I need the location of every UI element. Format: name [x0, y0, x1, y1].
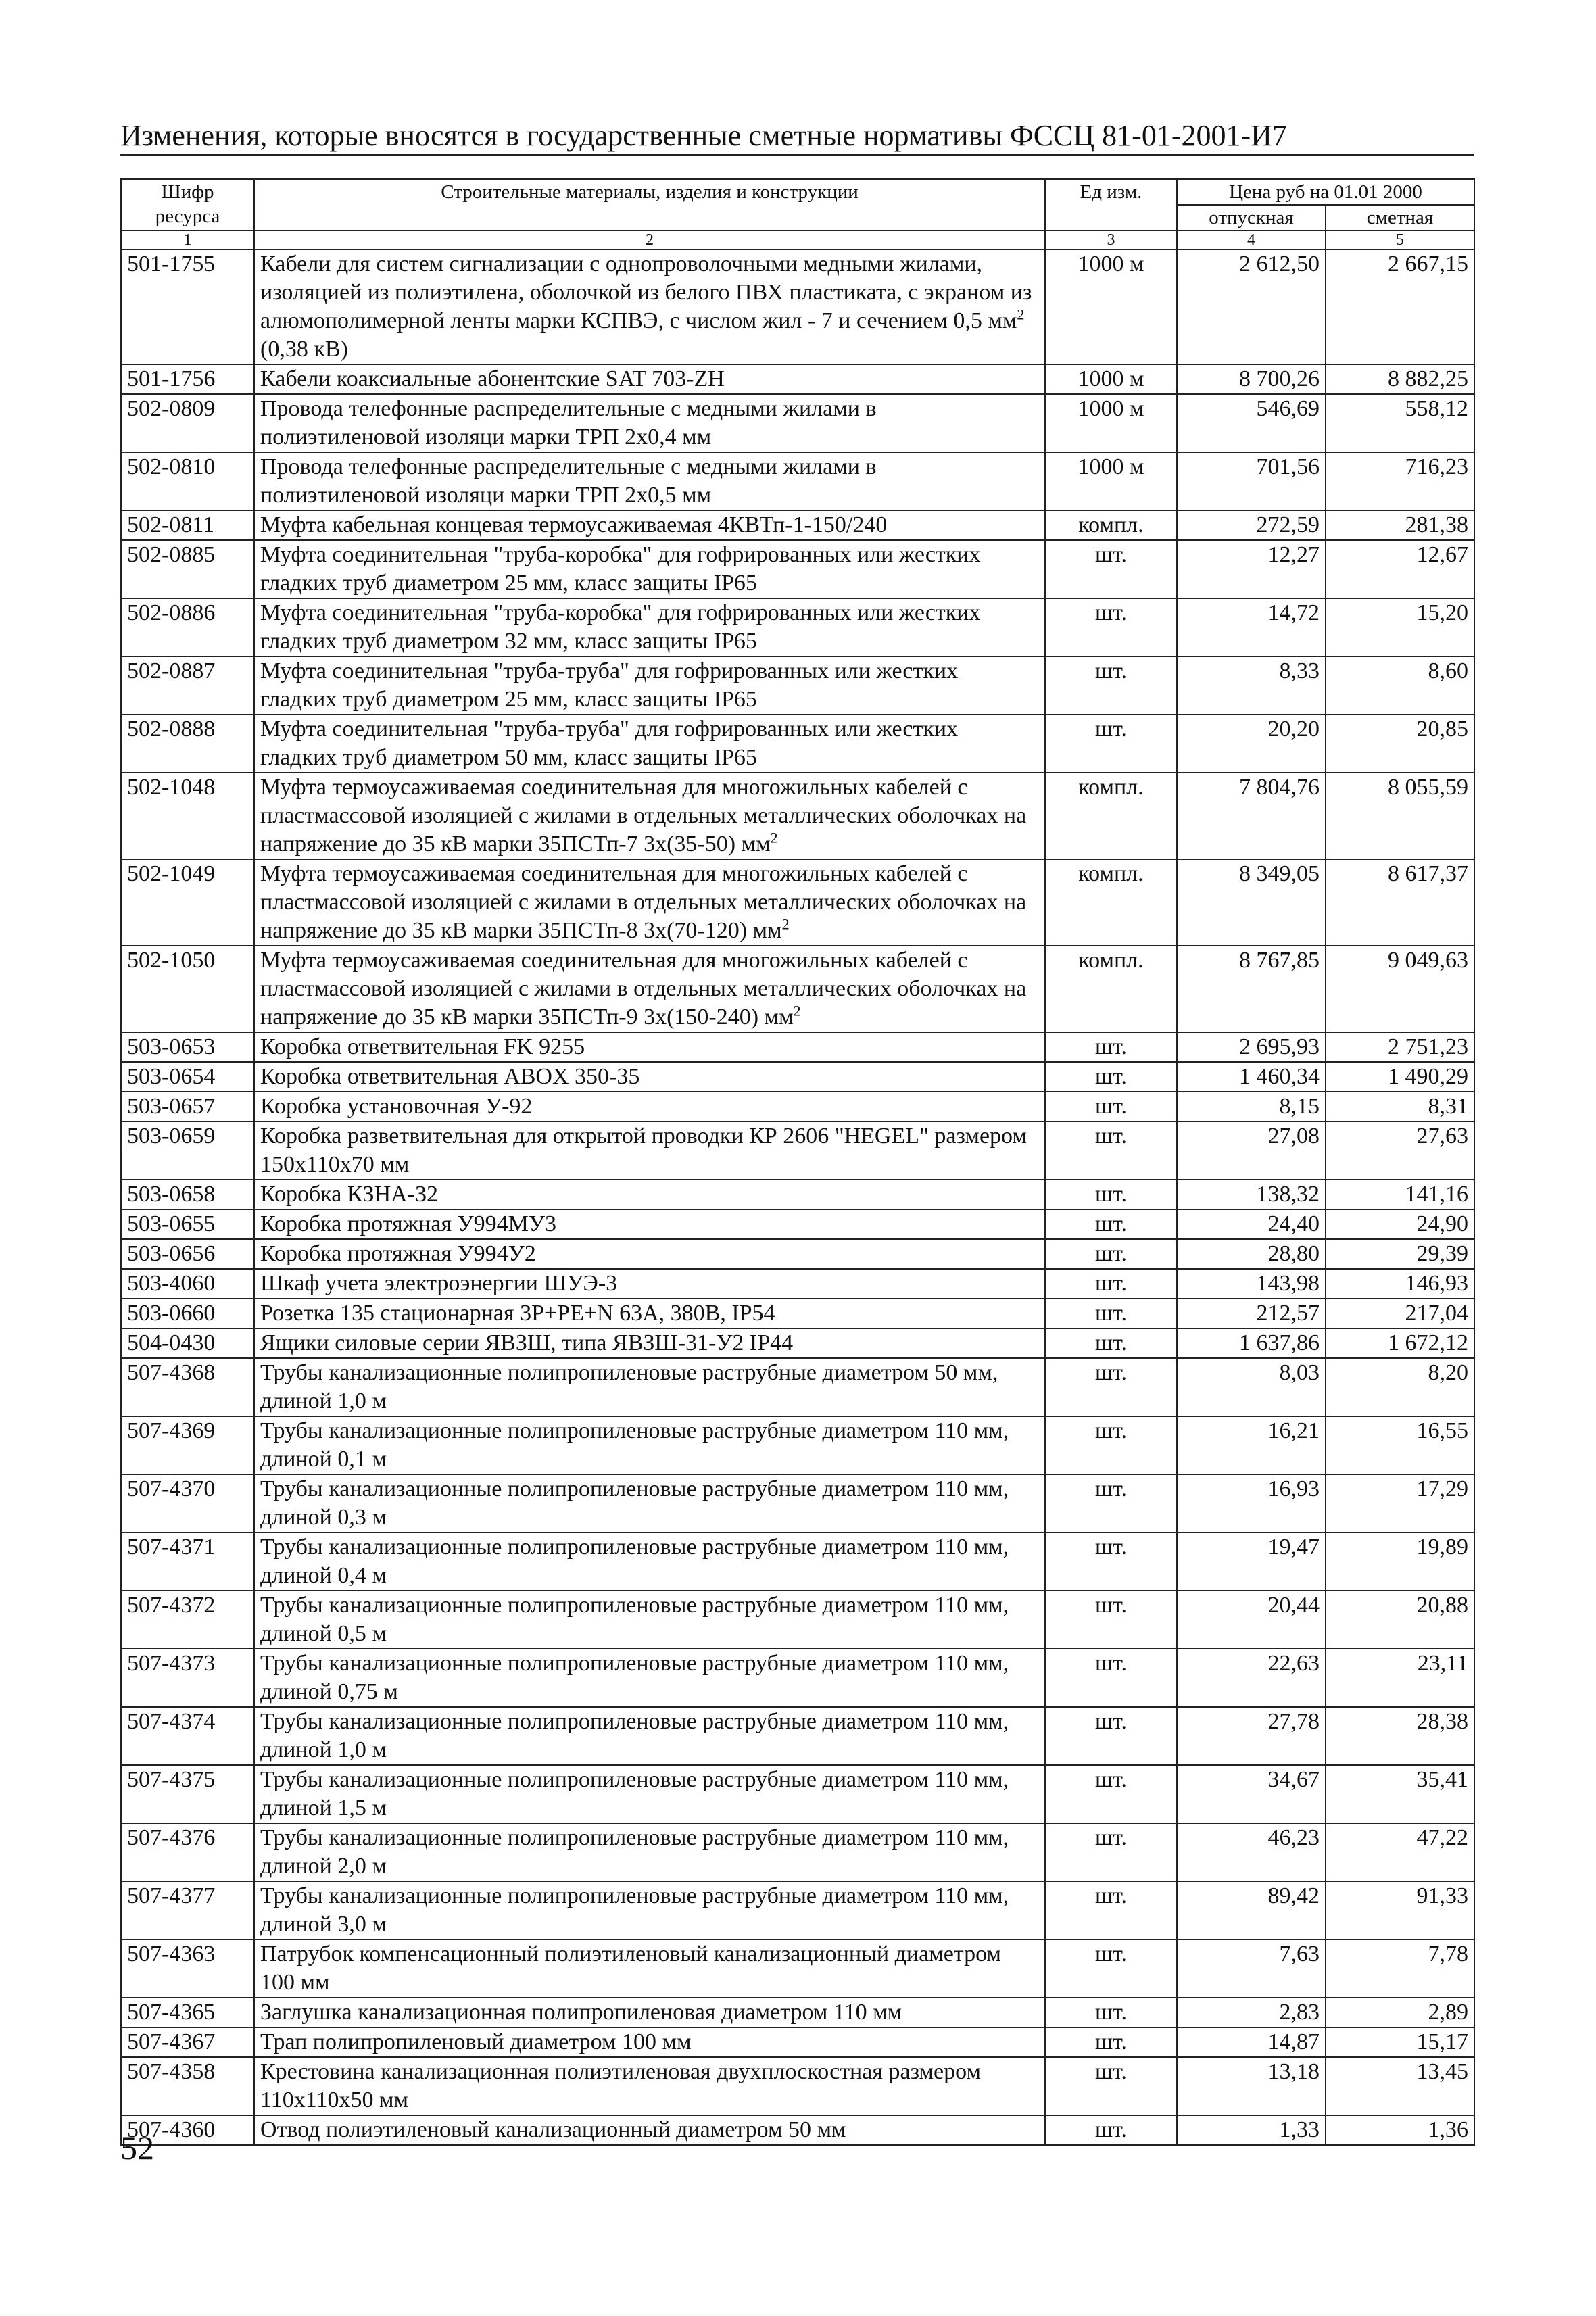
col-header-unit: Ед изм.	[1045, 179, 1177, 231]
material-name	[254, 859, 1045, 946]
estimate-price: 16,55	[1326, 1416, 1474, 1474]
column-number: 2	[254, 231, 1045, 249]
unit-of-measure: шт.	[1045, 540, 1177, 598]
release-price: 8,03	[1177, 1358, 1326, 1416]
resource-code: 503-4060	[121, 1269, 254, 1299]
unit-of-measure: шт.	[1045, 1092, 1177, 1121]
material-name	[254, 1591, 1045, 1649]
table-row	[121, 364, 1474, 394]
resource-code: 501-1756	[121, 364, 254, 394]
release-price: 13,18	[1177, 2057, 1326, 2115]
estimate-price: 8 055,59	[1326, 773, 1474, 859]
estimate-price: 217,04	[1326, 1299, 1474, 1328]
release-price: 20,44	[1177, 1591, 1326, 1649]
material-name-text: Трап полипропиленовый диаметром 100 мм	[260, 2029, 692, 2054]
material-name-text: Муфта термоусаживаемая соединительная для многожильных кабелей с пластмассовой изоляцией с жилами в отдельных металлических оболочках на напряжение до 35 кВ марки 35ПСТп-9 3х(150-240) мм	[260, 948, 1027, 1030]
material-name	[254, 1649, 1045, 1707]
resource-code: 507-4369	[121, 1416, 254, 1474]
col-header-code: Шифр ресурса	[121, 179, 254, 231]
resource-code: 503-0659	[121, 1121, 254, 1180]
material-name-text: Муфта термоусаживаемая соединительная для многожильных кабелей с пластмассовой изоляцией с жилами в отдельных металлических оболочках на напряжение до 35 кВ марки 35ПСТп-7 3х(35-50) мм	[260, 775, 1027, 857]
table-row	[121, 1649, 1474, 1707]
table-row	[121, 1765, 1474, 1823]
unit-of-measure: шт.	[1045, 1209, 1177, 1239]
estimate-price: 29,39	[1326, 1239, 1474, 1269]
unit-of-measure: шт.	[1045, 1939, 1177, 1998]
resource-code: 507-4377	[121, 1881, 254, 1939]
table-row	[121, 1121, 1474, 1180]
material-name	[254, 2115, 1045, 2145]
release-price: 8,15	[1177, 1092, 1326, 1121]
table-row	[121, 540, 1474, 598]
material-name	[254, 1416, 1045, 1474]
unit-of-measure: шт.	[1045, 1533, 1177, 1591]
material-name	[254, 1474, 1045, 1533]
table-row	[121, 1062, 1474, 1092]
material-name	[254, 1939, 1045, 1998]
estimate-price: 17,29	[1326, 1474, 1474, 1533]
unit-of-measure: шт.	[1045, 1032, 1177, 1062]
resource-code: 507-4370	[121, 1474, 254, 1533]
release-price: 1 460,34	[1177, 1062, 1326, 1092]
table-row	[121, 1591, 1474, 1649]
material-name	[254, 1299, 1045, 1328]
resource-code: 507-4363	[121, 1939, 254, 1998]
table-row	[121, 946, 1474, 1032]
unit-of-measure: 1000 м	[1045, 394, 1177, 452]
resource-code: 507-4375	[121, 1765, 254, 1823]
release-price: 546,69	[1177, 394, 1326, 452]
resource-code: 502-1050	[121, 946, 254, 1032]
material-name-text: Коробка КЗНА-32	[260, 1182, 439, 1207]
material-name	[254, 1269, 1045, 1299]
material-name	[254, 1032, 1045, 1062]
column-number-row	[121, 231, 1474, 249]
material-name-text: Ящики силовые серии ЯВЗШ, типа ЯВЗШ-31-У2 IP44	[260, 1330, 794, 1355]
material-name-text: Коробка установочная У-92	[260, 1094, 533, 1119]
table-row	[121, 2057, 1474, 2115]
material-name-text: Коробка ответвительная FK 9255	[260, 1034, 585, 1059]
release-price: 138,32	[1177, 1180, 1326, 1209]
unit-of-measure: шт.	[1045, 1358, 1177, 1416]
material-name-text: Трубы канализационные полипропиленовые раструбные диаметром 110 мм, длиной 2,0 м	[260, 1825, 1009, 1879]
table-row	[121, 859, 1474, 946]
unit-of-measure: шт.	[1045, 1998, 1177, 2027]
material-name	[254, 2057, 1045, 2115]
release-price: 24,40	[1177, 1209, 1326, 1239]
column-number: 3	[1045, 231, 1177, 249]
material-name	[254, 452, 1045, 510]
unit-of-measure: шт.	[1045, 1474, 1177, 1533]
column-number: 4	[1177, 231, 1326, 249]
material-name-text: Муфта кабельная концевая термоусаживаемая 4КВТп-1-150/240	[260, 512, 888, 537]
table-row	[121, 1474, 1474, 1533]
title-underline	[120, 154, 1474, 156]
material-name	[254, 1358, 1045, 1416]
unit-of-measure: шт.	[1045, 2027, 1177, 2057]
release-price: 8 700,26	[1177, 364, 1326, 394]
resource-code: 507-4376	[121, 1823, 254, 1881]
resource-code: 503-0657	[121, 1092, 254, 1121]
table-row	[121, 1707, 1474, 1765]
material-name	[254, 1239, 1045, 1269]
unit-of-measure: шт.	[1045, 656, 1177, 715]
material-name	[254, 598, 1045, 656]
page-number: 52	[120, 2129, 154, 2167]
col-header-price: Цена руб на 01.01 2000	[1177, 179, 1474, 205]
table-body	[121, 249, 1474, 2145]
table-row	[121, 773, 1474, 859]
table-row	[121, 2027, 1474, 2057]
estimate-price: 7,78	[1326, 1939, 1474, 1998]
document-title: Изменения, которые вносятся в государственные сметные нормативы ФССЦ 81-01-2001-И7	[120, 119, 1287, 152]
material-name	[254, 1707, 1045, 1765]
col-header-release-price: отпускная	[1177, 205, 1326, 231]
estimate-price: 15,17	[1326, 2027, 1474, 2057]
material-name-text: Трубы канализационные полипропиленовые раструбные диаметром 110 мм, длиной 0,5 м	[260, 1593, 1009, 1646]
resource-code: 507-4371	[121, 1533, 254, 1591]
table-row	[121, 1881, 1474, 1939]
material-name	[254, 1533, 1045, 1591]
unit-of-measure: шт.	[1045, 715, 1177, 773]
estimate-price: 2,89	[1326, 1998, 1474, 2027]
resource-code: 503-0654	[121, 1062, 254, 1092]
table-row	[121, 452, 1474, 510]
unit-of-measure: шт.	[1045, 1269, 1177, 1299]
unit-of-measure: шт.	[1045, 1180, 1177, 1209]
resource-code: 504-0430	[121, 1328, 254, 1358]
resource-code: 502-0809	[121, 394, 254, 452]
material-name-text: Муфта термоусаживаемая соединительная для многожильных кабелей с пластмассовой изоляцией с жилами в отдельных металлических оболочках на напряжение до 35 кВ марки 35ПСТп-8 3х(70-120) мм	[260, 861, 1027, 943]
resource-code: 502-0888	[121, 715, 254, 773]
material-name-text: Муфта соединительная "труба-труба" для гофрированных или жестких гладких труб диаметром 25 мм, класс защиты IP65	[260, 658, 959, 712]
material-name	[254, 656, 1045, 715]
release-price: 14,87	[1177, 2027, 1326, 2057]
material-name	[254, 2027, 1045, 2057]
material-name	[254, 773, 1045, 859]
resource-code: 507-4372	[121, 1591, 254, 1649]
resource-code: 502-0885	[121, 540, 254, 598]
unit-superscript: 2	[793, 1002, 801, 1019]
release-price: 89,42	[1177, 1881, 1326, 1939]
release-price: 2 695,93	[1177, 1032, 1326, 1062]
material-name	[254, 1209, 1045, 1239]
resource-code: 507-4368	[121, 1358, 254, 1416]
resource-code: 503-0655	[121, 1209, 254, 1239]
material-name-text: Коробка ответвительная ABOX 350-35	[260, 1064, 640, 1089]
release-price: 2,83	[1177, 1998, 1326, 2027]
resource-code: 502-0886	[121, 598, 254, 656]
material-name-text: Заглушка канализационная полипропиленовая диаметром 110 мм	[260, 2000, 902, 2025]
resource-code: 503-0658	[121, 1180, 254, 1209]
estimate-price: 28,38	[1326, 1707, 1474, 1765]
table-row	[121, 1533, 1474, 1591]
unit-of-measure: шт.	[1045, 1823, 1177, 1881]
estimate-price: 9 049,63	[1326, 946, 1474, 1032]
release-price: 34,67	[1177, 1765, 1326, 1823]
table-row	[121, 1239, 1474, 1269]
resource-price-table	[120, 178, 1475, 2146]
material-name	[254, 715, 1045, 773]
estimate-price: 716,23	[1326, 452, 1474, 510]
unit-superscript: 2	[770, 829, 778, 846]
unit-of-measure: компл.	[1045, 773, 1177, 859]
table-row	[121, 1032, 1474, 1062]
unit-of-measure: шт.	[1045, 1765, 1177, 1823]
column-number: 1	[121, 231, 254, 249]
release-price: 28,80	[1177, 1239, 1326, 1269]
estimate-price: 15,20	[1326, 598, 1474, 656]
unit-of-measure: шт.	[1045, 1416, 1177, 1474]
resource-code: 502-0811	[121, 510, 254, 540]
release-price: 7 804,76	[1177, 773, 1326, 859]
release-price: 27,78	[1177, 1707, 1326, 1765]
resource-code: 502-1049	[121, 859, 254, 946]
estimate-price: 27,63	[1326, 1121, 1474, 1180]
resource-code: 502-0810	[121, 452, 254, 510]
release-price: 46,23	[1177, 1823, 1326, 1881]
material-name-text: Шкаф учета электроэнергии ШУЭ-3	[260, 1271, 618, 1296]
release-price: 16,21	[1177, 1416, 1326, 1474]
unit-of-measure: шт.	[1045, 1328, 1177, 1358]
release-price: 1,33	[1177, 2115, 1326, 2145]
release-price: 143,98	[1177, 1269, 1326, 1299]
table-row	[121, 1939, 1474, 1998]
table-row	[121, 2115, 1474, 2145]
material-name-text: Коробка протяжная У994У2	[260, 1241, 536, 1266]
estimate-price: 146,93	[1326, 1269, 1474, 1299]
table-row	[121, 1416, 1474, 1474]
material-name-suffix: (0,38 кВ)	[260, 337, 348, 362]
table-row	[121, 1823, 1474, 1881]
unit-of-measure: шт.	[1045, 1299, 1177, 1328]
release-price: 8 767,85	[1177, 946, 1326, 1032]
unit-of-measure: шт.	[1045, 1239, 1177, 1269]
estimate-price: 1,36	[1326, 2115, 1474, 2145]
estimate-price: 8,20	[1326, 1358, 1474, 1416]
release-price: 12,27	[1177, 540, 1326, 598]
estimate-price: 8 882,25	[1326, 364, 1474, 394]
material-name-text: Коробка разветвительная для открытой проводки КР 2606 "HEGEL" размером 150х110х70 мм	[260, 1124, 1027, 1177]
release-price: 212,57	[1177, 1299, 1326, 1328]
resource-code: 507-4358	[121, 2057, 254, 2115]
resource-code: 501-1755	[121, 249, 254, 364]
table-row	[121, 1092, 1474, 1121]
release-price: 272,59	[1177, 510, 1326, 540]
material-name-text: Патрубок компенсационный полиэтиленовый канализационный диаметром 100 мм	[260, 1941, 1001, 1995]
material-name	[254, 1328, 1045, 1358]
table-row	[121, 598, 1474, 656]
material-name-text: Отвод полиэтиленовый канализационный диаметром 50 мм	[260, 2117, 846, 2142]
table-row	[121, 249, 1474, 364]
estimate-price: 2 751,23	[1326, 1032, 1474, 1062]
release-price: 701,56	[1177, 452, 1326, 510]
release-price: 2 612,50	[1177, 249, 1326, 364]
material-name-text: Провода телефонные распределительные с медными жилами в полиэтиленовой изоляци марки ТРП 2х0,5 мм	[260, 454, 877, 508]
table-row	[121, 394, 1474, 452]
estimate-price: 1 672,12	[1326, 1328, 1474, 1358]
resource-code: 503-0653	[121, 1032, 254, 1062]
estimate-price: 12,67	[1326, 540, 1474, 598]
estimate-price: 8 617,37	[1326, 859, 1474, 946]
resource-code: 502-1048	[121, 773, 254, 859]
material-name-text: Трубы канализационные полипропиленовые раструбные диаметром 110 мм, длиной 1,0 м	[260, 1709, 1009, 1762]
estimate-price: 35,41	[1326, 1765, 1474, 1823]
estimate-price: 24,90	[1326, 1209, 1474, 1239]
unit-of-measure: шт.	[1045, 2057, 1177, 2115]
unit-of-measure: шт.	[1045, 1591, 1177, 1649]
material-name-text: Трубы канализационные полипропиленовые раструбные диаметром 110 мм, длиной 0,75 м	[260, 1651, 1009, 1704]
unit-superscript: 2	[1017, 306, 1025, 323]
material-name	[254, 1823, 1045, 1881]
resource-code: 507-4365	[121, 1998, 254, 2027]
col-header-name: Строительные материалы, изделия и конструкции	[254, 179, 1045, 231]
release-price: 20,20	[1177, 715, 1326, 773]
material-name-text: Трубы канализационные полипропиленовые раструбные диаметром 110 мм, длиной 0,3 м	[260, 1476, 1009, 1530]
unit-of-measure: компл.	[1045, 859, 1177, 946]
material-name-text: Трубы канализационные полипропиленовые раструбные диаметром 110 мм, длиной 3,0 м	[260, 1883, 1009, 1937]
material-name	[254, 1881, 1045, 1939]
estimate-price: 20,88	[1326, 1591, 1474, 1649]
unit-of-measure: шт.	[1045, 1707, 1177, 1765]
column-number: 5	[1326, 231, 1474, 249]
material-name	[254, 1062, 1045, 1092]
material-name-text: Муфта соединительная "труба-коробка" для гофрированных или жестких гладких труб диаметром 32 мм, класс защиты IP65	[260, 600, 981, 654]
unit-superscript: 2	[781, 915, 790, 933]
table-row	[121, 510, 1474, 540]
table-row	[121, 1209, 1474, 1239]
unit-of-measure: шт.	[1045, 1881, 1177, 1939]
material-name-text: Трубы канализационные полипропиленовые раструбные диаметром 50 мм, длиной 1,0 м	[260, 1360, 998, 1414]
material-name-text: Розетка 135 стационарная 3P+PE+N 63A, 380B, IP54	[260, 1301, 775, 1326]
unit-of-measure: 1000 м	[1045, 249, 1177, 364]
resource-code: 502-0887	[121, 656, 254, 715]
col-header-estimate-price: сметная	[1326, 205, 1474, 231]
release-price: 14,72	[1177, 598, 1326, 656]
release-price: 19,47	[1177, 1533, 1326, 1591]
release-price: 16,93	[1177, 1474, 1326, 1533]
material-name-text: Трубы канализационные полипропиленовые раструбные диаметром 110 мм, длиной 0,1 м	[260, 1418, 1009, 1472]
unit-of-measure: 1000 м	[1045, 452, 1177, 510]
material-name-text: Муфта соединительная "труба-коробка" для гофрированных или жестких гладких труб диаметром 25 мм, класс защиты IP65	[260, 542, 981, 596]
estimate-price: 47,22	[1326, 1823, 1474, 1881]
material-name	[254, 1765, 1045, 1823]
unit-of-measure: шт.	[1045, 1121, 1177, 1180]
estimate-price: 2 667,15	[1326, 249, 1474, 364]
table-row	[121, 656, 1474, 715]
release-price: 27,08	[1177, 1121, 1326, 1180]
material-name	[254, 1180, 1045, 1209]
material-name-text: Кабели для систем сигнализации с однопроволочными медными жилами, изоляцией из полиэтилена, оболочкой из белого ПВХ пластиката, с экраном из алюмополимерной ленты марки КСПВЭ, с числом жил - 7 и сечением 0,5 мм	[260, 251, 1032, 333]
estimate-price: 20,85	[1326, 715, 1474, 773]
material-name	[254, 510, 1045, 540]
unit-of-measure: компл.	[1045, 510, 1177, 540]
estimate-price: 23,11	[1326, 1649, 1474, 1707]
material-name	[254, 1092, 1045, 1121]
estimate-price: 13,45	[1326, 2057, 1474, 2115]
material-name-text: Трубы канализационные полипропиленовые раструбные диаметром 110 мм, длиной 1,5 м	[260, 1767, 1009, 1820]
material-name-text: Провода телефонные распределительные с медными жилами в полиэтиленовой изоляци марки ТРП 2х0,4 мм	[260, 396, 877, 450]
release-price: 8,33	[1177, 656, 1326, 715]
release-price: 7,63	[1177, 1939, 1326, 1998]
estimate-price: 19,89	[1326, 1533, 1474, 1591]
material-name	[254, 249, 1045, 364]
table-row	[121, 1998, 1474, 2027]
estimate-price: 141,16	[1326, 1180, 1474, 1209]
release-price: 1 637,86	[1177, 1328, 1326, 1358]
table-row	[121, 1180, 1474, 1209]
unit-of-measure: компл.	[1045, 946, 1177, 1032]
estimate-price: 1 490,29	[1326, 1062, 1474, 1092]
material-name-text: Коробка протяжная У994МУ3	[260, 1211, 556, 1236]
estimate-price: 8,60	[1326, 656, 1474, 715]
material-name	[254, 364, 1045, 394]
unit-of-measure: 1000 м	[1045, 364, 1177, 394]
resource-code: 507-4360	[121, 2115, 254, 2145]
material-name-text: Муфта соединительная "труба-труба" для гофрированных или жестких гладких труб диаметром 50 мм, класс защиты IP65	[260, 717, 959, 770]
table-row	[121, 1358, 1474, 1416]
table-row	[121, 1299, 1474, 1328]
material-name	[254, 540, 1045, 598]
resource-code: 507-4374	[121, 1707, 254, 1765]
material-name-text: Трубы канализационные полипропиленовые раструбные диаметром 110 мм, длиной 0,4 м	[260, 1535, 1009, 1588]
unit-of-measure: шт.	[1045, 2115, 1177, 2145]
release-price: 8 349,05	[1177, 859, 1326, 946]
material-name	[254, 394, 1045, 452]
resource-code: 507-4373	[121, 1649, 254, 1707]
unit-of-measure: шт.	[1045, 598, 1177, 656]
estimate-price: 8,31	[1326, 1092, 1474, 1121]
resource-code: 507-4367	[121, 2027, 254, 2057]
unit-of-measure: шт.	[1045, 1649, 1177, 1707]
material-name-text: Кабели коаксиальные абонентские SAT 703-ZH	[260, 366, 725, 391]
table-row	[121, 1269, 1474, 1299]
table-row	[121, 715, 1474, 773]
estimate-price: 91,33	[1326, 1881, 1474, 1939]
material-name-text: Крестовина канализационная полиэтиленовая двухплоскостная размером 110х110х50 мм	[260, 2059, 981, 2113]
table-row	[121, 1328, 1474, 1358]
release-price: 22,63	[1177, 1649, 1326, 1707]
resource-code: 503-0660	[121, 1299, 254, 1328]
material-name	[254, 1121, 1045, 1180]
resource-code: 503-0656	[121, 1239, 254, 1269]
unit-of-measure: шт.	[1045, 1062, 1177, 1092]
estimate-price: 281,38	[1326, 510, 1474, 540]
estimate-price: 558,12	[1326, 394, 1474, 452]
material-name	[254, 1998, 1045, 2027]
material-name	[254, 946, 1045, 1032]
